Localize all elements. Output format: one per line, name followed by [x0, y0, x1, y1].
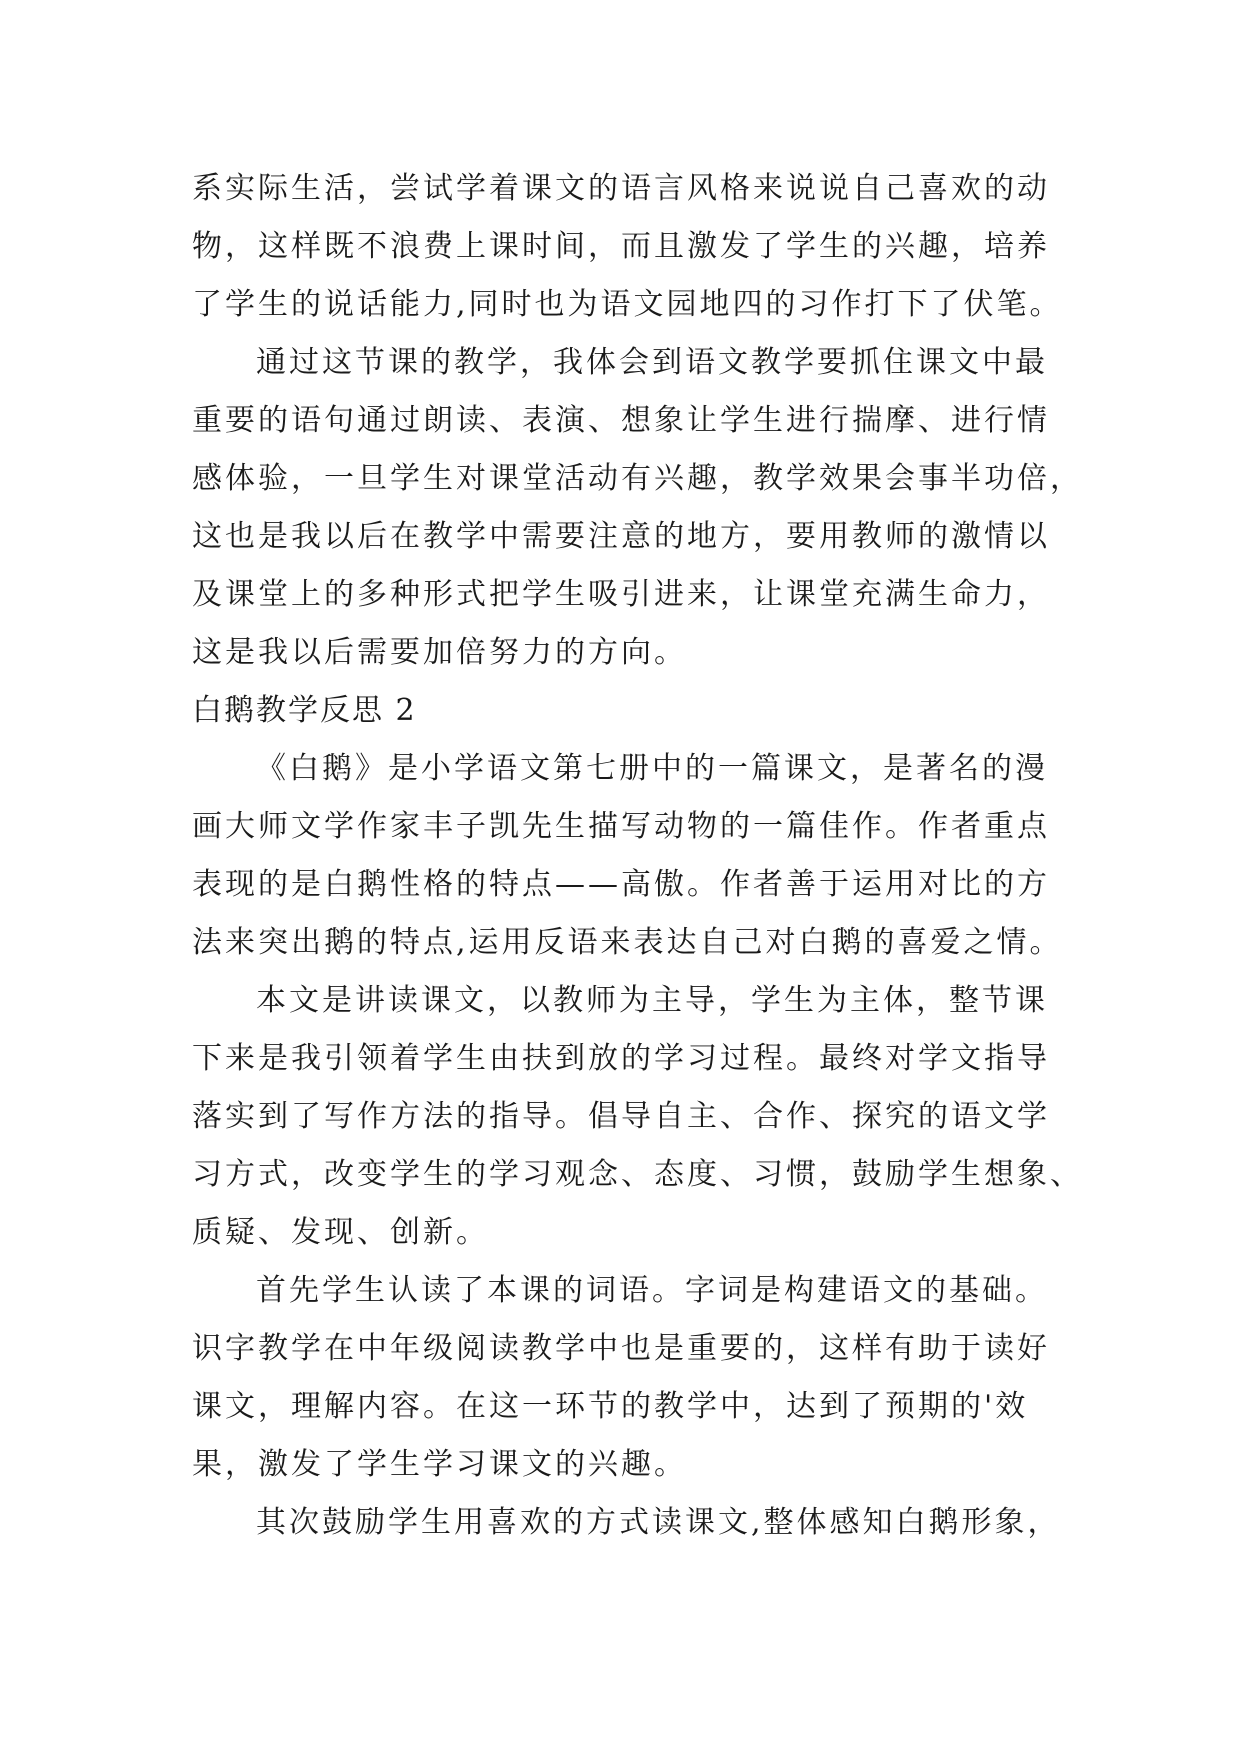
paragraph-start-line: 本文是讲读课文，以教师为主导，学生为主体，整节课: [256, 983, 1048, 1018]
text-line: 识字教学在中年级阅读教学中也是重要的，这样有助于读好: [192, 1331, 1050, 1366]
text-line: 感体验，一旦学生对课堂活动有兴趣，教学效果会事半功倍，: [192, 461, 1083, 496]
text-line: 法来突出鹅的特点,运用反语来表达自己对白鹅的喜爱之情。: [192, 925, 1063, 960]
text-line: 了学生的说话能力,同时也为语文园地四的习作打下了伏笔。: [192, 287, 1063, 322]
text-line: 课文，理解内容。在这一环节的教学中，达到了预期的'效: [192, 1389, 1029, 1424]
paragraph-start-line: 通过这节课的教学，我体会到语文教学要抓住课文中最: [256, 345, 1048, 380]
paragraph-start-line: 首先学生认读了本课的词语。字词是构建语文的基础。: [256, 1273, 1048, 1308]
document-body: [192, 160, 1083, 1552]
text-line: 系实际生活，尝试学着课文的语言风格来说说自己喜欢的动: [192, 171, 1050, 206]
text-line: 重要的语句通过朗读、表演、想象让学生进行揣摩、进行情: [192, 403, 1050, 438]
text-line: 落实到了写作方法的指导。倡导自主、合作、探究的语文学: [192, 1099, 1050, 1134]
text-line: 表现的是白鹅性格的特点——高傲。作者善于运用对比的方: [192, 867, 1050, 902]
text-line: 这是我以后需要加倍努力的方向。: [192, 635, 687, 670]
paragraph-start-line: 其次鼓励学生用喜欢的方式读课文,整体感知白鹅形象，: [256, 1505, 1061, 1540]
text-line: 及课堂上的多种形式把学生吸引进来，让课堂充满生命力，: [192, 577, 1050, 612]
text-line: 质疑、发现、创新。: [192, 1215, 489, 1250]
text-line: 果，激发了学生学习课文的兴趣。: [192, 1447, 687, 1482]
text-line: 画大师文学作家丰子凯先生描写动物的一篇佳作。作者重点: [192, 809, 1050, 844]
text-line: 这也是我以后在教学中需要注意的地方，要用教师的激情以: [192, 519, 1050, 554]
text-line: 下来是我引领着学生由扶到放的学习过程。最终对学文指导: [192, 1041, 1050, 1076]
paragraph-start-line: 《白鹅》是小学语文第七册中的一篇课文，是著名的漫: [256, 751, 1048, 786]
text-line: 物，这样既不浪费上课时间，而且激发了学生的兴趣，培养: [192, 229, 1050, 264]
text-line: 习方式，改变学生的学习观念、态度、习惯，鼓励学生想象、: [192, 1157, 1083, 1192]
section-heading: 白鹅教学反思 2: [192, 693, 417, 728]
